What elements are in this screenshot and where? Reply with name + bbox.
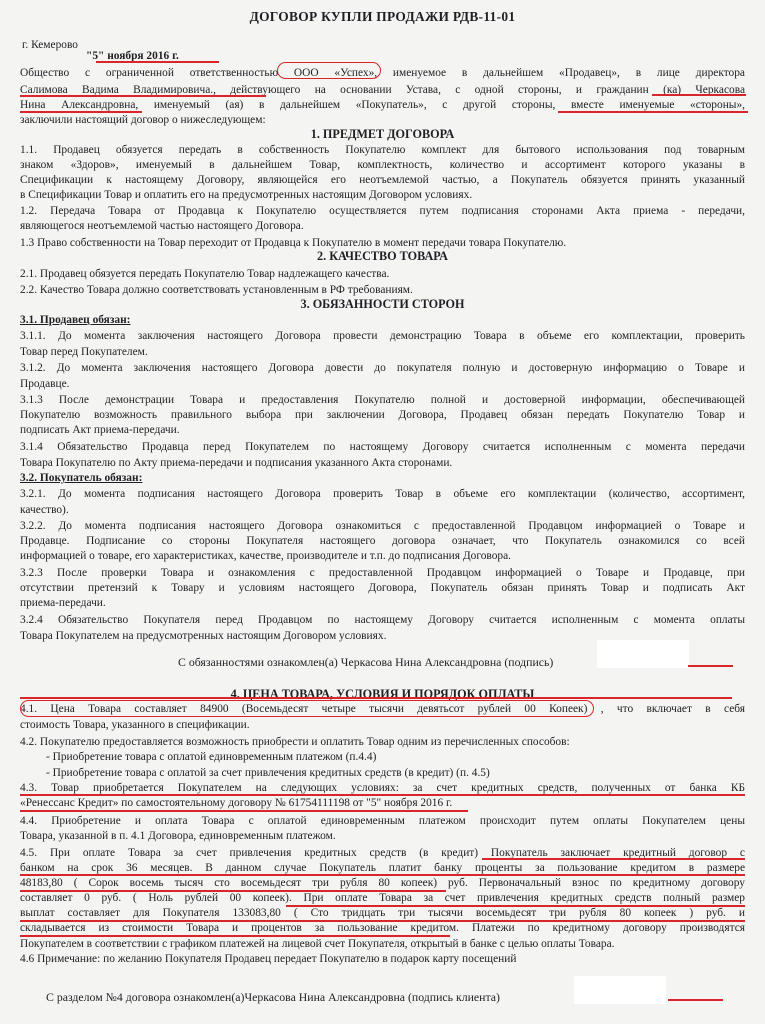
client-signature-line [668, 999, 723, 1001]
s3-line: информацией о товаре, его характеристиках, качестве, производителе и т.п. до подписания Договора. [20, 550, 511, 562]
s4-line: 4.5. При оплате Товара за счет привлечения кредитных средств (в кредит) Покупатель заключает кредитный договор с [20, 847, 745, 859]
buyer-obligations-subheading: 3.2. Покупатель обязан: [20, 472, 143, 484]
total-underline [286, 905, 745, 907]
seller-obligations-subheading: 3.1. Продавец обязан: [20, 314, 131, 326]
s3-line: Покупателю возможность правильного выбора при заключении Договора, Продавец обязан передать Покупателю Товар и [20, 409, 745, 421]
s1-line: 1.3 Право собственности на Товар переходит от Продавца к Покупателю в момент передачи товара Покупателю. [20, 237, 567, 249]
s3-line: 3.1.1. До момента заключения настоящего Договора провести демонстрацию Товара в объеме его комплектации, проверить [20, 330, 745, 342]
intro-line-1: Общество с ограниченной ответственностью ООО «Успех», именуемое в дальнейшем «Продавец», в лице директора [20, 67, 745, 79]
section-1-heading: 1. ПРЕДМЕТ ДОГОВОРА [310, 127, 455, 141]
s4-acknowledgement: С разделом №4 договора ознакомлен(а)Черкасова Нина Александровна (подпись клиента) [46, 990, 500, 1004]
intro-line-2: Салимова Вадима Владимировича., действующего на основании Устава, с одной стороны, и гражданин (ка) Черкасова [20, 84, 745, 96]
s3-line: 3.2.2. До момента подписания настоящего Договора ознакомиться с предоставленной Продавцом информацией о Товаре и [20, 520, 745, 532]
total-underline [20, 920, 745, 922]
interest-underline [20, 874, 745, 876]
s4-line: складывается из стоимости Товара и процентов за пользование кредитом. Платежи по кредитному договору производятся [20, 922, 745, 934]
s3-line: Продавце. Подписание со стороны Покупателя настоящего договора означает, что Покупатель ознакомился со всей [20, 535, 745, 547]
company-name-circle [277, 62, 381, 79]
s4-line: - Приобретение товара с оплатой единовременным платежом (п.4.4) [46, 751, 377, 763]
parties-underline [558, 111, 748, 113]
s4-line: 4.2. Покупателю предоставляется возможность приобрести и оплатить Товар одним из перечисленных способов: [20, 736, 570, 748]
s2-line: 2.2. Качество Товара должно соответствовать установленным в РФ требованиям. [20, 284, 413, 296]
s4-line: стоимость Товара, указанного в спецификации. [20, 719, 250, 731]
s3-line: Товар перед Покупателем. [20, 346, 148, 358]
document-title: ДОГОВОР КУПЛИ ПРОДАЖИ РДВ-11-01 [249, 9, 516, 24]
s4-line: Товара, указанной в п. 4.1 Договора, единовременным платежом. [20, 830, 336, 842]
s3-acknowledgement: С обязанностями ознакомлен(а) Черкасова Нина Александровна (подпись) [178, 655, 554, 669]
s2-line: 2.1. Продавец обязуется передать Покупателю Товар надлежащего качества. [20, 268, 390, 280]
signature-line [688, 665, 733, 667]
total-underline [20, 935, 450, 937]
s3-line: 3.1.2. До момента заключения настоящего Договора довести до покупателя полную и достоверную информацию о Товаре и [20, 362, 745, 374]
buyer-name-underline [20, 111, 142, 113]
s3-line: качество). [20, 504, 69, 516]
s4-line: составляет 0 руб. ( Ноль рублей 00 копеек). При оплате Товара за счет привлечения кредитных средств полный размер [20, 892, 745, 904]
date-underline [96, 61, 219, 63]
s4-line: банком на срок 36 месяцев. В данном случае Покупатель платит банку проценты за пользование кредитом в размере [20, 862, 745, 874]
client-signature-redaction [574, 976, 666, 1004]
s3-line: 3.1.3 После демонстрации Товара и предоставления Покупателю полной и достоверной информации, обеспечивающей [20, 394, 745, 406]
s1-line: 1.1. Продавец обязуется передать в собственность Покупателю комплект для бытового использования под товарным [20, 144, 745, 156]
s3-line: 3.2.4 Обязательство Покупателя перед Продавцом по настоящему Договору считается исполненным с момента оплаты [20, 614, 745, 626]
s4-line: 48183,80 ( Сорок восемь тысяч сто восемьдесят три рубля 80 копеек) руб. Первоначальный взнос по кредитному договору [20, 877, 745, 889]
section-2-heading: 2. КАЧЕСТВО ТОВАРА [317, 249, 448, 263]
s1-line: Спецификации к настоящему Договору, являющейся его неотъемлемой частью, а Покупатель обязуется принять указанный [20, 174, 745, 186]
credit-terms-underline [482, 858, 745, 860]
s1-line: являющегося неотъемлемой частью настоящего Договора. [20, 220, 304, 232]
s3-line: 3.1.4 Обязательство Продавца перед Покупателем по настоящему Договору считается исполненным с момента передачи [20, 441, 745, 453]
interest-underline [20, 890, 446, 892]
s4-line: 4.3. Товар приобретается Покупателем на следующих условиях: за счет кредитных средств, полученных от банка КБ [20, 782, 745, 794]
s4-note: 4.6 Примечание: по желанию Покупателя Продавец передает Покупателю в подарок карту посещений [20, 953, 517, 965]
section-4-top-line [20, 697, 732, 699]
credit-underline [20, 810, 468, 812]
s4-line: 4.1. Цена Товара составляет 84900 (Восемьдесят четыре тысячи девятьсот рублей 00 Копеек) , что включает в себя [20, 703, 745, 715]
s1-line: 1.2. Передача Товара от Продавца к Покупателю осуществляется путем подписания сторонами Акта приема - передачи, [20, 205, 745, 217]
s1-line: знаком «Здоров», именуемый в дальнейшем Товар, комплектность, количество и ассортимент которого указаны в [20, 159, 745, 171]
section-4-heading: 4. ЦЕНА ТОВАРА, УСЛОВИЯ И ПОРЯДОК ОПЛАТЫ [230, 687, 535, 701]
s1-line: в Спецификации Товар и оплатить его на предусмотренных настоящим Договором условиях. [20, 189, 473, 201]
intro-line-3: Нина Александровна, именуемый (ая) в дальнейшем «Покупатель», с другой стороны, вместе именуемые «стороны», [20, 99, 745, 111]
s3-line: приема-передачи. [20, 597, 106, 609]
s4-line: «Ренессанс Кредит» по самостоятельному договору № 61754111198 от "5" ноября 2016 г. [20, 797, 453, 809]
s3-line: Товара Покупателем на предусмотренных настоящим Договором условиях. [20, 630, 387, 642]
s4-line: - Приобретение товара с оплатой за счет привлечения кредитных средств (в кредит) (п. 4.5) [46, 767, 490, 779]
s4-line: 4.4. Приобретение и оплата Товара с оплатой единовременным платежом происходит путем оплаты Покупателем цены [20, 815, 745, 827]
s4-line: выплат составляет для Покупателя 133083,80 ( Сто тридцать три тысячи восемьдесят три рубля 80 копеек ) руб. и [20, 907, 745, 919]
section-3-heading: 3. ОБЯЗАННОСТИ СТОРОН [300, 297, 465, 311]
intro-line-4: заключили настоящий договор о нижеследующем: [20, 114, 266, 126]
buyer-name-underline [652, 94, 746, 96]
price-circle [20, 700, 594, 717]
s3-line: Продавце. [20, 378, 70, 390]
credit-underline [20, 794, 745, 796]
signature-redaction [597, 640, 689, 668]
s3-line: подписать Акт приема-передачи. [20, 424, 180, 436]
s3-line: 3.2.3 После проверки Товара и ознакомления с предоставленной Продавцом информацией о Товаре и Продавце, при [20, 567, 745, 579]
director-name-underline [20, 95, 266, 97]
city: г. Кемерово [22, 39, 78, 51]
contract-date: "5" ноября 2016 г. [86, 50, 179, 62]
s3-line: 3.2.1. До момента подписания настоящего Договора проверить Товар в объеме его комплектации (количество, ассортимент, [20, 488, 745, 500]
s4-line: Покупателем в соответствии с графиком платежей на лицевой счет Покупателя, открытый в банке с целью оплаты Товара. [20, 938, 615, 950]
s3-line: Товара Покупателю по Акту приема-передачи и подписания указанного Акта сторонами. [20, 457, 453, 469]
s3-line: отсутствии претензий к Товару и условиям настоящего Договора, Покупатель обязан принять Товар и подписать Акт [20, 582, 745, 594]
